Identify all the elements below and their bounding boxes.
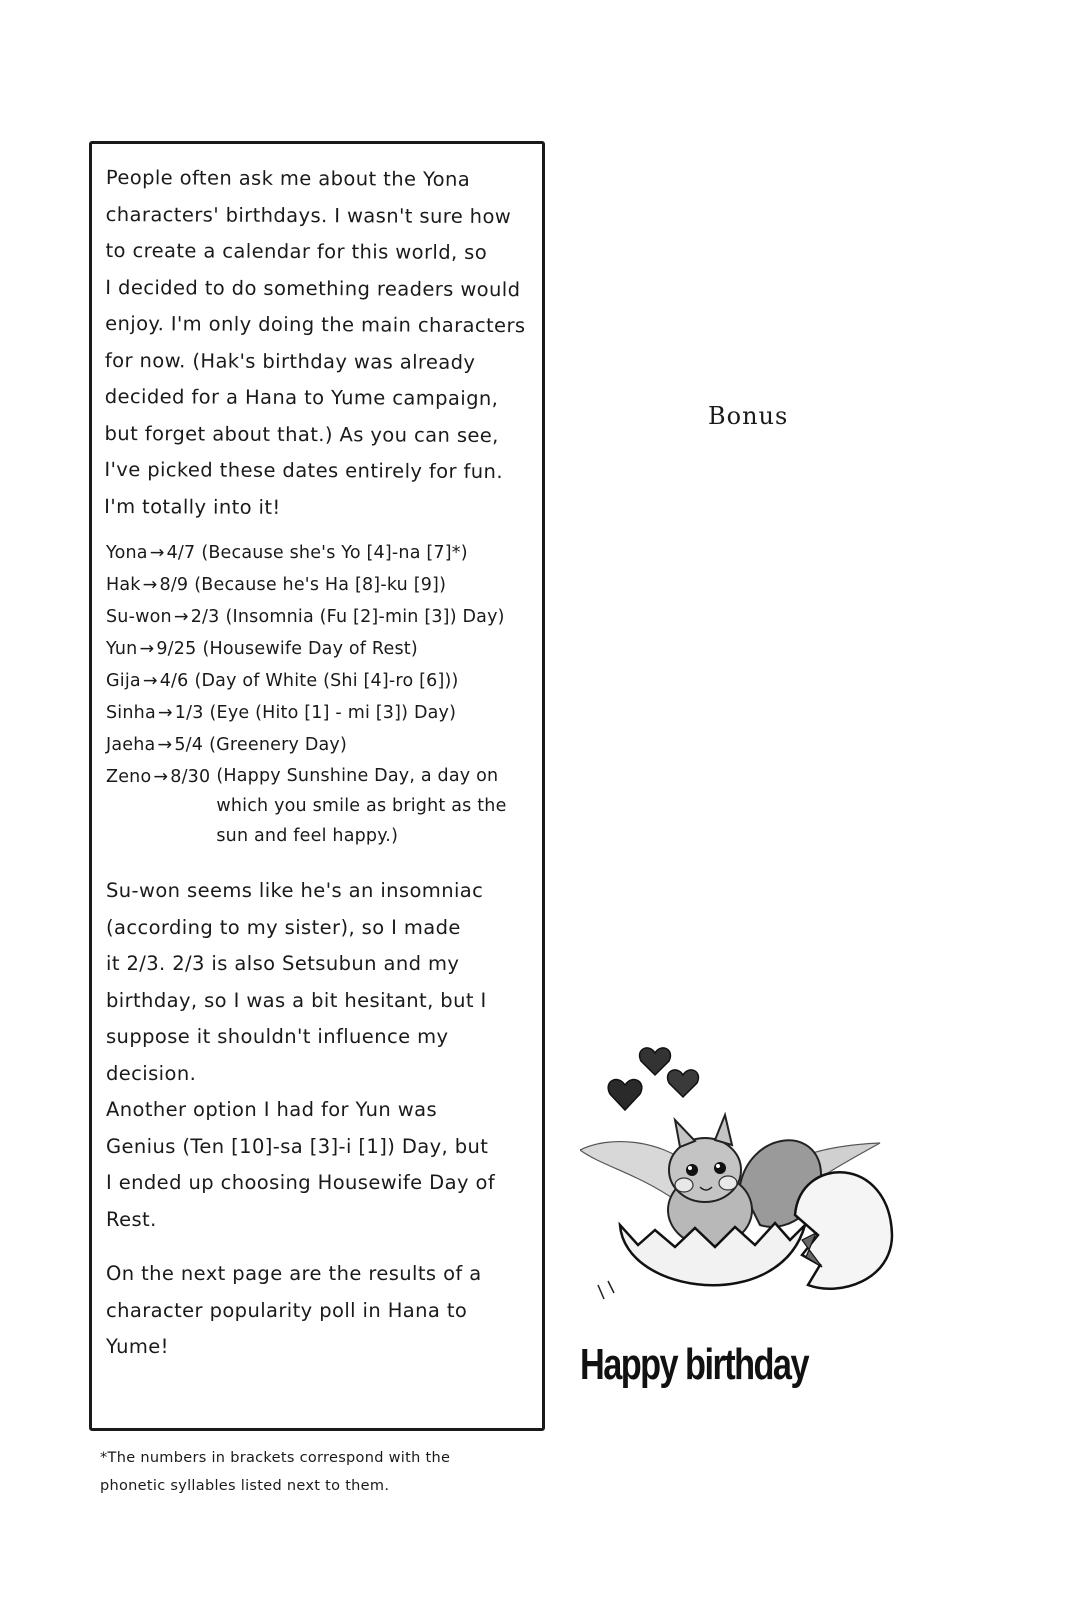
birthday-date: 8/9 <box>159 575 189 595</box>
birthday-reason: (Because she's Yo [4]-na [7]*) <box>201 543 468 563</box>
footnote-line: phonetic syllables listed next to them. <box>100 1478 390 1494</box>
intro-line: I've picked these dates entirely for fun. <box>104 457 504 484</box>
birthday-date: 5/4 <box>174 735 204 755</box>
intro-paragraph <box>104 160 532 527</box>
explanation-line: it 2/3. 2/3 is also Setsubun and my <box>106 952 460 975</box>
birthday-reason: (Insomnia (Fu [2]-min [3]) Day) <box>225 607 505 627</box>
birthday-reason: (Because he's Ha [8]-ku [9]) <box>194 575 447 595</box>
explanation-line: suppose it shouldn't influence my decision. <box>106 1025 449 1085</box>
character-name: Sinha <box>106 703 156 723</box>
character-name: Yun <box>106 639 138 659</box>
intro-line: but forget about that.) As you can see, <box>104 421 499 447</box>
birthday-date: 2/3 <box>190 607 220 627</box>
egg-shell-top <box>795 1172 892 1289</box>
birthday-item-sinha <box>106 697 532 729</box>
birthday-item-yun <box>106 633 532 665</box>
birthday-reason: (Happy Sunshine Day, a day on which you smile as bright as the sun and feel happy.) <box>216 766 507 846</box>
explanation-line: I ended up choosing Housewife Day of <box>106 1171 496 1194</box>
bonus-title: Bonus <box>708 402 789 430</box>
intro-line: enjoy. I'm only doing the main characters <box>105 311 526 338</box>
arrow-right-icon: → <box>157 735 173 755</box>
birthday-item-jaeha <box>106 729 532 761</box>
closing-line: On the next page are the results of a <box>106 1262 482 1285</box>
birthday-reason: (Eye (Hito [1] - mi [3]) Day) <box>209 703 457 723</box>
intro-line: to create a calendar for this world, so <box>105 238 488 264</box>
closing-line: character popularity poll in Hana to <box>106 1298 468 1322</box>
intro-line: People often ask me about the Yona <box>105 165 471 191</box>
arrow-right-icon: → <box>139 639 155 659</box>
birthday-list <box>106 537 532 851</box>
heart-icon <box>608 1080 642 1110</box>
birthday-item-zeno <box>106 761 532 851</box>
birthday-item-yona <box>106 537 532 569</box>
birthday-item-hak <box>106 569 532 601</box>
birthday-reason: (Housewife Day of Rest) <box>202 639 418 659</box>
explanation-line: Genius (Ten [10]-sa [3]-i [1]) Day, but <box>106 1134 489 1158</box>
squirrel-ear <box>715 1115 732 1145</box>
explanation-line: Rest. <box>106 1207 157 1231</box>
intro-line: for now. (Hak's birthday was already <box>104 348 476 374</box>
birthday-date: 1/3 <box>174 703 204 723</box>
character-name: Jaeha <box>106 735 156 755</box>
character-name: Gija <box>106 671 141 691</box>
explanation-line: birthday, so I was a bit hesitant, but I <box>106 988 487 1012</box>
birthday-item-su-won <box>106 601 532 633</box>
closing-line: Yume! <box>106 1335 169 1358</box>
birthday-reason: (Day of White (Shi [4]-ro [6])) <box>194 671 459 691</box>
squirrel-cheek <box>675 1178 693 1192</box>
birthday-date: 4/7 <box>166 543 196 563</box>
birthday-reason: (Greenery Day) <box>209 735 347 755</box>
squirrel-ear <box>675 1120 695 1147</box>
intro-line: decided for a Hana to Yume campaign, <box>104 384 499 411</box>
intro-line: characters' birthdays. I wasn't sure how <box>105 202 512 228</box>
birthday-date: 4/6 <box>159 671 189 691</box>
birthday-date: 8/30 <box>170 767 211 787</box>
character-name: Su-won <box>106 607 172 627</box>
squirrel-eye <box>714 1162 726 1174</box>
heart-icon <box>668 1070 699 1097</box>
squirrel-eye <box>686 1164 698 1176</box>
happy-birthday-caption: Happy birthday <box>580 1340 808 1389</box>
character-name: Yona <box>106 543 148 563</box>
footnote-line: *The numbers in brackets correspond with the <box>100 1450 451 1466</box>
footnote <box>100 1444 520 1500</box>
character-name: Hak <box>106 575 141 595</box>
closing-paragraph <box>106 1256 532 1366</box>
explanation-paragraph <box>106 873 532 1238</box>
squirrel-cheek <box>719 1176 737 1190</box>
heart-icon <box>640 1048 671 1075</box>
arrow-right-icon: → <box>142 575 158 595</box>
arrow-right-icon: → <box>157 703 173 723</box>
character-name: Zeno <box>106 767 152 787</box>
explanation-line: Su-won seems like he's an insomniac <box>106 879 484 902</box>
birthday-item-gija <box>106 665 532 697</box>
arrow-right-icon: → <box>173 607 189 627</box>
birthday-date: 9/25 <box>156 639 197 659</box>
arrow-right-icon: → <box>153 767 169 787</box>
arrow-right-icon: → <box>149 543 165 563</box>
squirrel-in-egg-illustration <box>580 1035 900 1365</box>
explanation-line: Another option I had for Yun was <box>106 1098 437 1121</box>
explanation-line: (according to my sister), so I made <box>106 915 461 939</box>
intro-line: I decided to do something readers would <box>105 275 521 301</box>
author-note-box <box>89 141 545 1431</box>
arrow-right-icon: → <box>142 671 158 691</box>
intro-line: I'm totally into it! <box>104 494 281 519</box>
